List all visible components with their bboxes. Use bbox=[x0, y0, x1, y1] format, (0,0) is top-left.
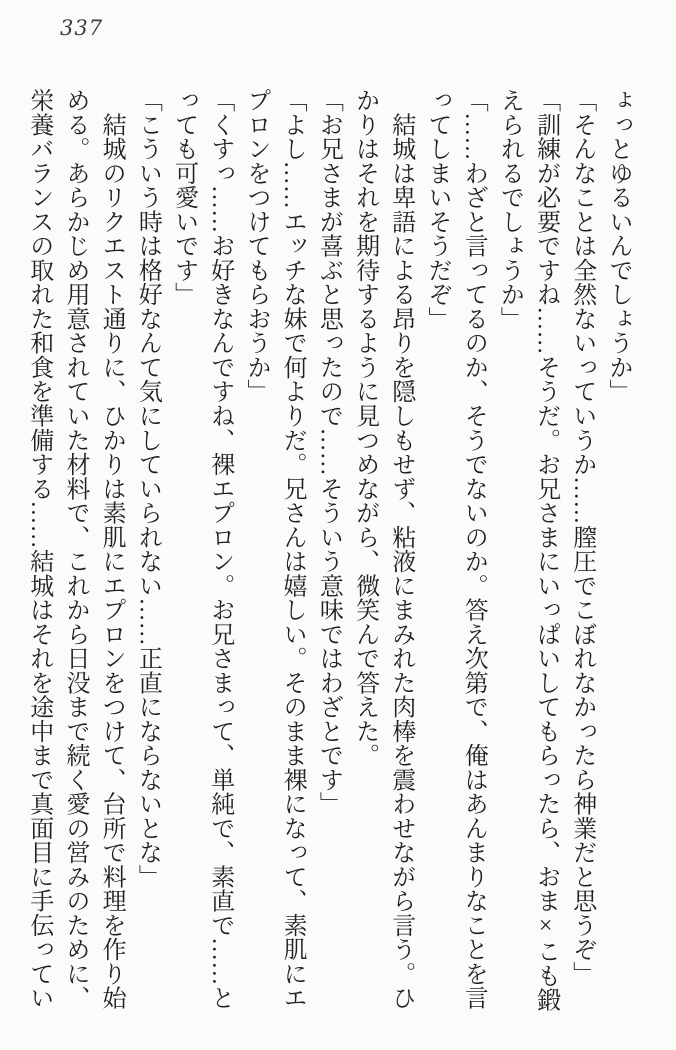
text-column: 「こういう時は格好なんて気にしていられない……正直にならないとな」 bbox=[134, 88, 161, 889]
text-column: める。あらかじめ用意されていた材料で、これから日没まで続く愛の営みのために、 bbox=[61, 88, 88, 1010]
page-number: 337 bbox=[60, 16, 104, 40]
text-column: えられるでしょうか」 bbox=[496, 88, 523, 331]
text-column: かりはそれを期待するように見つめながら、微笑んで答えた。 bbox=[351, 88, 378, 768]
text-column: 結城のリクエスト通りに、ひかりは素肌にエプロンをつけて、台所で料理を作り始 bbox=[98, 88, 125, 1010]
text-column: ょっとゆるいんでしょうか」 bbox=[605, 88, 631, 404]
text-column: 「……わざと言ってるのか、そうでないのか。答え次第で、俺はあんまりなことを言 bbox=[460, 88, 487, 1010]
text-column: 結城は卑語による昂りを隠しもせず、粘液にまみれた肉棒を震わせながら言う。ひ bbox=[387, 88, 414, 1010]
text-block bbox=[21, 88, 636, 1012]
text-column: っても可愛いです」 bbox=[170, 88, 197, 307]
text-column: プロンをつけてもらおうか」 bbox=[242, 88, 269, 404]
text-column: ってしまいそうだぞ」 bbox=[423, 88, 450, 331]
text-column: 「お兄さまが喜ぶと思ったので……そういう意味ではわざとです」 bbox=[315, 88, 342, 816]
text-column: 「そんなことは全然ないっていうか……膣圧でこぼれなかったら神業だと思うぞ」 bbox=[568, 88, 595, 986]
text-column: 栄養バランスの取れた和食を準備する……結城はそれを途中まで真面目に手伝ってい bbox=[25, 88, 52, 1010]
text-column: 「訓練が必要ですね……そうだ。お兄さまにいっぱいしてもらったら、おま×こも鍛 bbox=[532, 88, 559, 1012]
text-column: 「くすっ……お好きなんですね、裸エプロン。お兄さまって、単純で、素直で……と bbox=[206, 88, 233, 1010]
text-column: 「よし……エッチな妹で何よりだ。兄さんは嬉しい。そのまま裸になって、素肌にエ bbox=[279, 88, 306, 1010]
